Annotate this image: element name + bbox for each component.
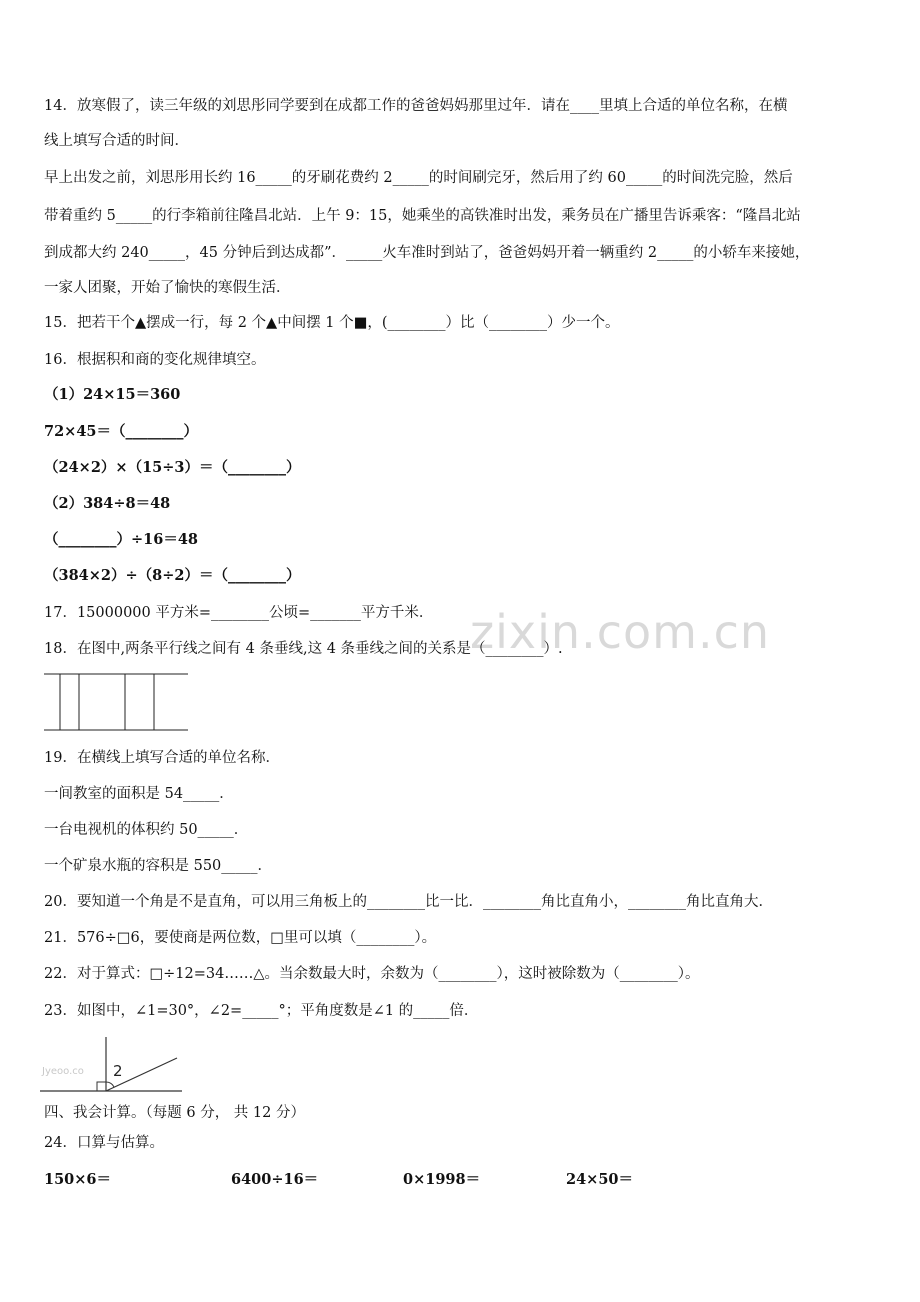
q24-title: 24．口算与估算。: [44, 1135, 164, 1151]
right-angle-mark: [97, 1082, 106, 1091]
q15-text: 15．把若干个▲摆成一行，每 2 个▲中间摆 1 个■，(________）比（________）少一个。: [44, 315, 620, 331]
angle-figure: [40, 1034, 190, 1096]
parallel-lines-figure: [44, 670, 192, 734]
q20-text: 20．要知道一个角是不是直角，可以用三角板上的________比一比．________角比直角小，________角比直角大．: [44, 894, 773, 910]
q23-text: 23．如图中，∠1=30°，∠2=_____°；平角度数是∠1 的_____倍．: [44, 1003, 479, 1019]
q18-text: 18．在图中,两条平行线之间有 4 条垂线,这 4 条垂线之间的关系是（________）.: [44, 641, 563, 657]
q14-line-1: 14．放寒假了，读三年级的刘思彤同学要到在成都工作的爸爸妈妈那里过年．请在____里填上合适的单位名称，在横: [44, 98, 788, 114]
q14-line-6: 一家人团聚，开始了愉快的寒假生活．: [44, 280, 291, 296]
figure-faint-text: Jyeoo.co: [42, 1066, 84, 1077]
watermark: zixin.com.cn: [470, 605, 771, 659]
q21-text: 21．576÷□6，要使商是两位数，□里可以填（________）。: [44, 930, 437, 946]
q19-item-b: 一台电视机的体积约 50_____．: [44, 822, 249, 838]
q14-line-4: 带着重约 5_____的行李箱前往隆昌北站．上午 9：15，她乘坐的高铁准时出发，乘务员在广播里告诉乘客：“隆昌北站: [44, 208, 801, 224]
q24-item-2: 6400÷16＝: [231, 1171, 319, 1188]
q24-item-4: 24×50＝: [566, 1171, 634, 1188]
q24-item-1: 150×6＝: [44, 1171, 112, 1188]
q19-title: 19．在横线上填写合适的单位名称．: [44, 750, 280, 766]
q19-item-c: 一个矿泉水瓶的容积是 550_____．: [44, 858, 273, 874]
q16-item-2: （24×2）×（15÷3）＝（________）: [44, 459, 301, 476]
q14-line-2: 线上填写合适的时间．: [44, 133, 189, 149]
angle-2-label: 2: [113, 1062, 123, 1080]
q16-item-3: （________）÷16＝48: [44, 531, 199, 548]
q24-item-3: 0×1998＝: [403, 1171, 481, 1188]
q19-item-a: 一间教室的面积是 54_____．: [44, 786, 234, 802]
q16-title: 16．根据积和商的变化规律填空。: [44, 352, 266, 368]
q22-text: 22．对于算式：□÷12=34……△。当余数最大时，余数为（________），这时被除数为（________）。: [44, 966, 700, 982]
q14-line-5: 到成都大约 240_____，45 分钟后到达成都”．_____火车准时到站了，爸爸妈妈开着一辆重约 2_____的小轿车来接她，: [44, 245, 810, 261]
q16-item-4: （384×2）÷（8÷2）＝（________）: [44, 567, 301, 584]
section-4-heading: 四、我会计算。（每题 6 分， 共 12 分）: [44, 1105, 305, 1121]
q17-text: 17．15000000 平方米=________公顷=_______平方千米．: [44, 605, 434, 621]
q16-part1: （1）24×15＝360: [44, 386, 181, 403]
q16-item-1: 72×45＝（________）: [44, 423, 199, 440]
angle-arc: [106, 1082, 114, 1087]
q14-line-3: 早上出发之前，刘思彤用长约 16_____的牙刷花费约 2_____的时间刷完牙，然后用了约 60_____的时间洗完脸，然后: [44, 170, 793, 186]
q16-part2: （2）384÷8＝48: [44, 495, 171, 512]
